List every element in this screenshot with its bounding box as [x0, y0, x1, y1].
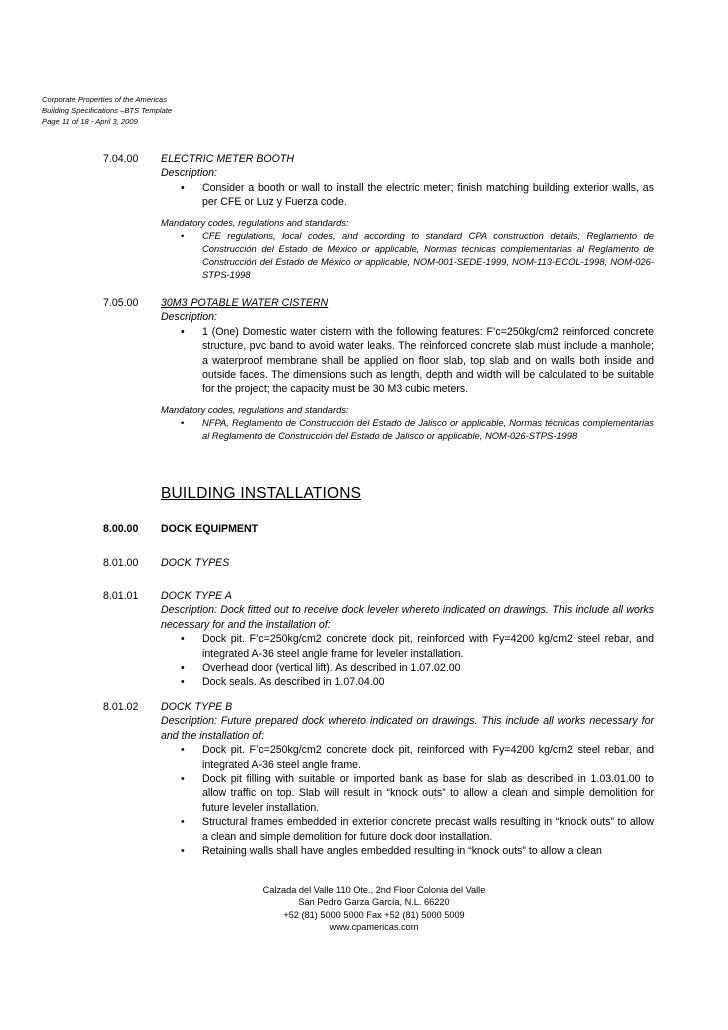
description-text: Description: Dock fitted out to receive dock leveler whereto indicated on drawings. This include all works necessary for and the installation of: — [161, 604, 654, 631]
section-title: DOCK TYPE B — [161, 701, 233, 713]
header-template: Building Specifications –BTS Template — [42, 106, 173, 115]
building-installations-heading: BUILDING INSTALLATIONS — [161, 485, 362, 502]
list-item: • Dock pit filling with suitable or imported bank as base for slab as described in 1.03.01.00 to allow traffic on top. Slab will result in “knock outs” to allow a clean and simple demolition for future leveler installation. — [181, 773, 654, 814]
bullet-icon: • — [181, 325, 185, 338]
list-item: • 1 (One) Domestic water cistern with the following features: F’c=250kg/cm2 reinforced concrete structure, pvc band to avoid water leaks. The reinforced concrete slab must include a manhole; a waterproof membrane shall be applied on floor slab, top slab and on walls both inside and outside faces. The dimensions such as length, depth and width will be calculated to be suitable for the project; the capacity must be 30 M3 cubic meters. — [181, 325, 654, 396]
section-number: 7.04.00 — [103, 153, 139, 165]
list-item: • Dock pit. F’c=250kg/cm2 concrete dock pit, reinforced with Fy=4200 kg/cm2 steel rebar, and integrated A-36 steel angle frame. — [181, 744, 654, 771]
list-item: • Overhead door (vertical lift). As described in 1.07.02.00 — [181, 662, 461, 675]
footer-address: Calzada del Valle 110 Ote., 2nd Floor Colonia del Valle — [262, 885, 486, 895]
mandatory-list — [161, 416, 654, 442]
list-item: • Structural frames embedded in exterior concrete precast walls resulting in “knock outs” to allow a clean and simple demolition for future dock door installation. — [181, 816, 654, 843]
section-title: ELECTRIC METER BOOTH — [161, 153, 295, 165]
section-number: 8.01.00 — [103, 557, 139, 569]
footer-website: www.cpamericas.com — [329, 922, 419, 933]
section-number: 8.00.00 — [103, 523, 139, 535]
mandatory-list — [161, 229, 654, 281]
bullet-icon: • — [181, 662, 185, 675]
list-item: • Dock seals. As described in 1.07.04.00 — [181, 676, 385, 689]
bullet-icon: • — [181, 633, 185, 646]
section-number: 8.01.02 — [103, 701, 139, 713]
section-number: 8.01.01 — [103, 590, 139, 602]
section-title: DOCK TYPE A — [161, 590, 232, 602]
section-title: DOCK EQUIPMENT — [161, 523, 259, 535]
list-item: • Dock pit. F’c=250kg/cm2 concrete dock pit, reinforced with Fy=4200 kg/cm2 steel rebar, and integrated A-36 steel angle frame for leveler installation. — [181, 633, 654, 660]
bullet-icon: • — [181, 845, 185, 858]
section-title: 30M3 POTABLE WATER CISTERN — [161, 297, 329, 309]
bullet-icon: • — [181, 744, 185, 757]
list-item: • Retaining walls shall have angles embedded resulting in “knock outs” to allow a clean — [181, 845, 602, 858]
header-page-date: Page 11 of 18 - April 3, 2009 — [42, 117, 138, 126]
description-list — [161, 325, 654, 397]
description-text: Description: Future prepared dock whereto indicated on drawings. This include all works necessary for and the installation of: — [161, 715, 654, 742]
list-item: • CFE regulations, local codes, and according to standard CPA construction details, Reglamento de Construcción del Estado de México or applicable, Normas técnicas complementarias al Reglamento de Construcción del Estado de México or applicable, NOM-001-SEDE-1999, NOM-113-ECOL-1998, NOM-026-STPS-1998 — [181, 229, 654, 280]
section-number: 7.05.00 — [103, 297, 139, 309]
bullet-icon: • — [181, 416, 185, 428]
bullet-icon: • — [181, 816, 185, 829]
bullet-icon: • — [181, 181, 185, 194]
description-list — [161, 743, 654, 858]
mandatory-label: Mandatory codes, regulations and standards: — [161, 403, 349, 415]
header-company: Corporate Properties of the Americas — [42, 95, 168, 104]
bullet-icon: • — [181, 773, 185, 786]
document-footer — [0, 884, 728, 934]
description-label: Description: — [161, 167, 217, 180]
description-list — [161, 632, 654, 690]
document-header — [42, 94, 172, 127]
description-list — [161, 181, 654, 210]
list-item: • Consider a booth or wall to install the electric meter; finish matching building exterior walls, as per CFE or Luz y Fuerza code. — [181, 181, 654, 209]
description-label: Description: — [161, 311, 217, 324]
bullet-icon: • — [181, 676, 185, 689]
mandatory-label: Mandatory codes, regulations and standards: — [161, 216, 349, 228]
list-item: • NFPA, Reglamento de Construcción del Estado de Jalisco or applicable, Normas técnicas complementarias al Reglamento de Construcción del Estado de Jalisco or applicable, NOM-026-STPS-1998 — [181, 416, 654, 441]
footer-phone-fax: +52 (81) 5000 5000 Fax +52 (81) 5000 5009 — [283, 909, 465, 920]
bullet-icon: • — [181, 229, 185, 241]
section-title: DOCK TYPES — [161, 557, 230, 569]
footer-city: San Pedro Garza García, N.L. 66220 — [298, 897, 450, 908]
